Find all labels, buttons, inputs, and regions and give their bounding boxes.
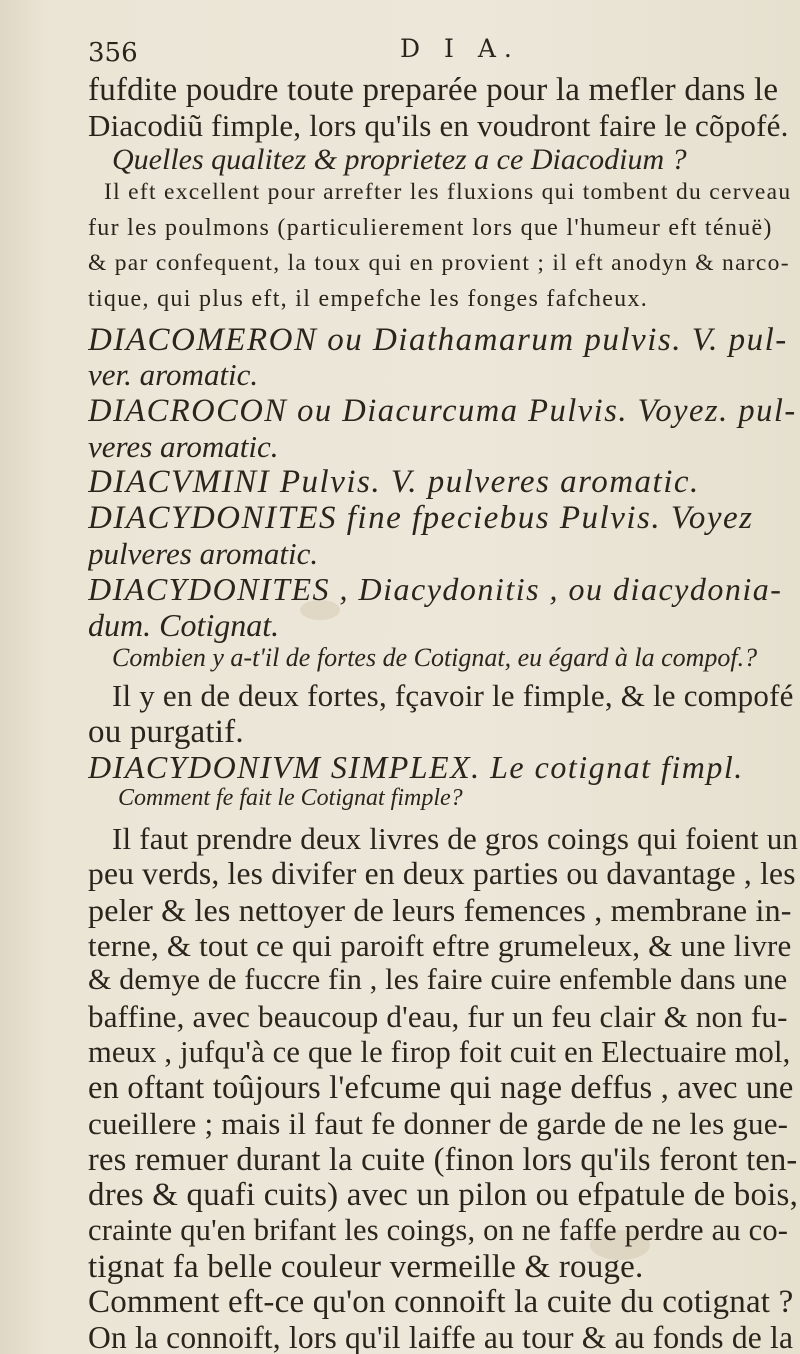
text-line: & par confequent, la toux qui en provient ; il eft anodyn & narco-	[88, 250, 790, 276]
text-line: & demye de fuccre fin , les faire cuire enfemble dans une	[88, 963, 788, 996]
text-line: dres & quafi cuits) avec un pilon ou efpatule de bois,	[88, 1177, 798, 1213]
text-line: dum. Cotignat.	[88, 607, 280, 643]
text-line: fufdite poudre toute preparée pour la mefler dans le	[88, 72, 779, 108]
text-line: On la connoift, lors qu'il laiffe au tour & au fonds de la	[88, 1320, 794, 1354]
text-line: Comment eft-ce qu'on connoift la cuite du cotignat ?	[88, 1284, 794, 1320]
text-line: fur les poulmons (particulierement lors que l'humeur eft ténuë)	[88, 215, 773, 241]
entry-heading: DIACROCON ou Diacurcuma Pulvis. Voyez. pul-	[88, 393, 797, 429]
text-line: meux , jufqu'à ce que le firop foit cuit en Electuaire mol,	[88, 1035, 791, 1069]
text-line: baffine, avec beaucoup d'eau, fur un feu clair & non fu-	[88, 999, 788, 1034]
entry-heading: DIACVMINI Pulvis. V. pulveres aromatic.	[88, 464, 700, 500]
text-line: pulveres aromatic.	[88, 536, 319, 571]
text-line: peler & les nettoyer de leurs femences , membrane in-	[88, 892, 792, 928]
text-line: en oftant toûjours l'efcume qui nage deffus , avec une	[88, 1070, 794, 1106]
text-line: Diacodiũ fimple, lors qu'ils en voudront faire le cõpofé.	[88, 108, 789, 143]
text-line: crainte qu'en brifant les coings, on ne faffe perdre au co-	[88, 1213, 789, 1247]
entry-heading: DIACOMERON ou Diathamarum pulvis. V. pul-	[88, 322, 788, 358]
question-heading: Comment fe fait le Cotignat fimple?	[118, 785, 463, 811]
running-head: D I A.	[400, 34, 520, 63]
entry-heading: DIACYDONITES fine fpeciebus Pulvis. Voyez	[88, 500, 754, 536]
text-line: Il eft excellent pour arrefter les fluxions qui tombent du cerveau	[104, 179, 792, 205]
text-line: veres aromatic.	[88, 429, 279, 464]
text-line: ver. aromatic.	[88, 357, 259, 392]
text-line: terne, & tout ce qui paroift eftre grumeleux, & une livre	[88, 928, 792, 963]
text-line: res remuer durant la cuite (finon lors qu'ils feront ten-	[88, 1142, 798, 1178]
text-line: tique, qui plus eft, il empefche les fonges fafcheux.	[88, 286, 649, 312]
text-line: Il faut prendre deux livres de gros coings qui foient un	[112, 821, 798, 856]
text-line: tignat fa belle couleur vermeille & rouge.	[88, 1249, 644, 1285]
question-heading: Combien y a-t'il de fortes de Cotignat, eu égard à la compof.?	[112, 643, 758, 672]
page-number: 356	[88, 38, 138, 68]
question-heading: Quelles qualitez & proprietez a ce Diacodium ?	[112, 143, 687, 176]
entry-heading: DIACYDONIVM SIMPLEX. Le cotignat fimpl.	[88, 749, 744, 785]
text-line: ou purgatif.	[88, 714, 244, 750]
text-line: Il y en de deux fortes, fçavoir le fimple, & le compofé	[112, 678, 794, 713]
text-line: cueillere ; mais il faut fe donner de garde de ne les gue-	[88, 1106, 789, 1141]
text-line: peu verds, les divifer en deux parties ou davantage , les	[88, 856, 796, 891]
entry-heading: DIACYDONITES , Diacydonitis , ou diacydonia-	[88, 571, 783, 607]
